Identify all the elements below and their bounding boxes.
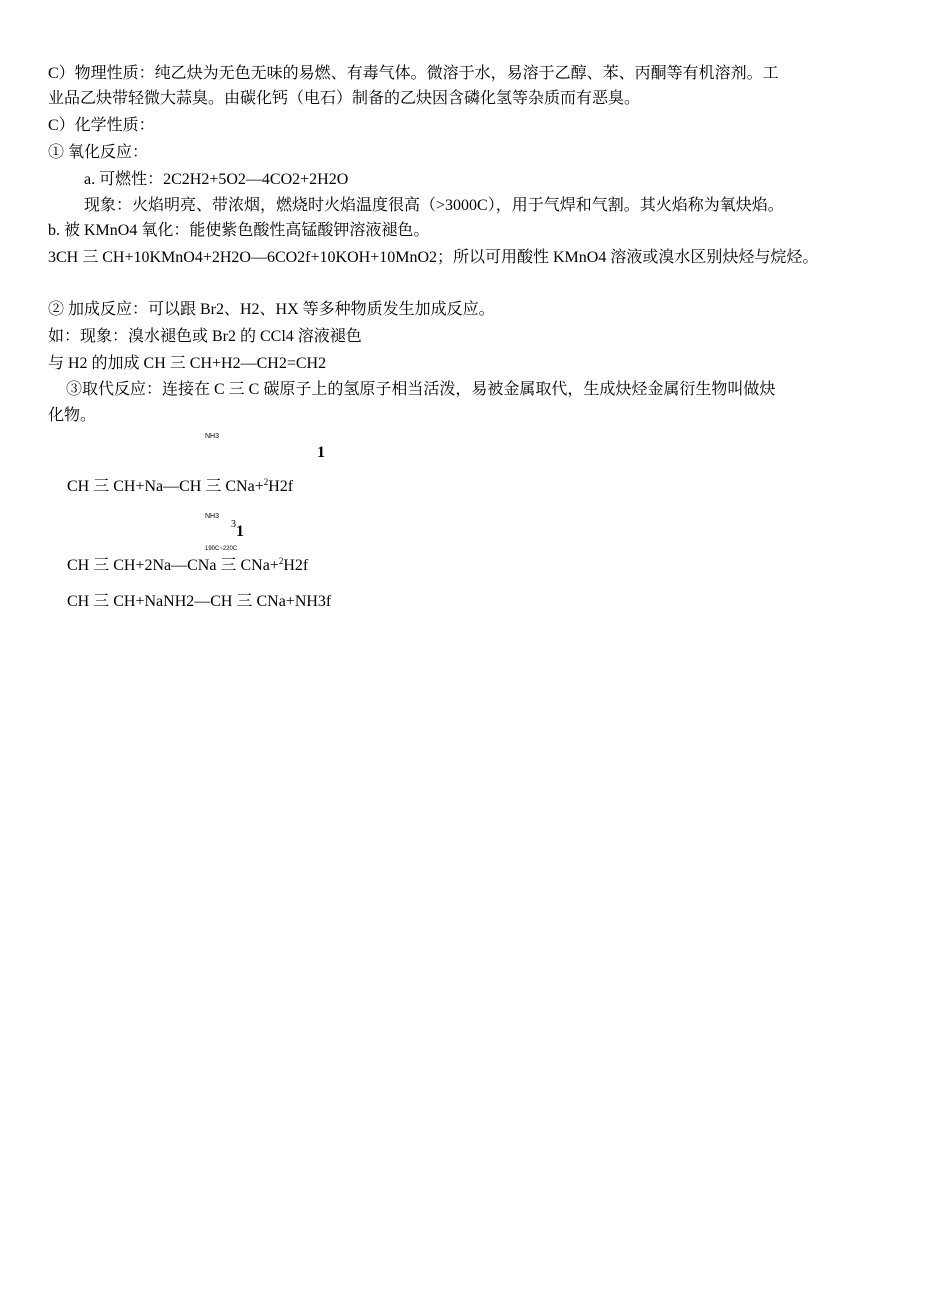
combustion-phenomenon: 现象：火焰明亮、带浓烟，燃烧时火焰温度很高（>3000C），用于气焊和气割。其火焰称为氧炔焰。 bbox=[84, 197, 784, 214]
oxidation-heading: ① 氧化反应： bbox=[48, 144, 149, 161]
eq2-main: CH 三 CH+2Na—CNa 三 CNa+ bbox=[67, 557, 279, 574]
eq1-main: CH 三 CH+Na—CH 三 CNa+ bbox=[67, 478, 264, 495]
eq2-superscript: 2 bbox=[278, 556, 284, 566]
eq2-temperature: 190C~220C bbox=[205, 546, 238, 552]
kmno4-equation: 3CH 三 CH+10KMnO4+2H2O—6CO2f+10KOH+10MnO2；所以可用酸性 KMnO4 溶液或溴水区别炔烃与烷烃。 bbox=[48, 249, 819, 266]
eq1-tail: H2f bbox=[268, 478, 294, 495]
eq2-marker: 1 bbox=[236, 523, 244, 540]
eq2-condition: NH3 bbox=[205, 513, 220, 520]
eq1-superscript: 2 bbox=[263, 477, 269, 487]
addition-reaction-heading: ② 加成反应：可以跟 Br2、H2、HX 等多种物质发生加成反应。 bbox=[48, 301, 495, 318]
physical-properties-line-2: 业品乙炔带轻微大蒜臭。由碳化钙（电石）制备的乙炔因含磷化氢等杂质而有恶臭。 bbox=[48, 90, 641, 107]
addition-example: 如：现象：溴水褪色或 Br2 的 CCl4 溶液褪色 bbox=[48, 328, 362, 345]
eq3-equation: CH 三 CH+NaNH2—CH 三 CNa+NH3f bbox=[67, 593, 332, 610]
eq2-equation bbox=[67, 556, 308, 576]
eq1-condition: NH3 bbox=[205, 433, 220, 440]
eq2-tail: H2f bbox=[283, 557, 309, 574]
kmno4-oxidation-heading: b. 被 KMnO4 氧化：能使紫色酸性高锰酸钾溶液褪色。 bbox=[48, 222, 430, 239]
eq2-marker-small: 3 bbox=[231, 519, 236, 530]
substitution-line-2: 化物。 bbox=[48, 407, 97, 424]
eq1-marker: 1 bbox=[317, 444, 325, 461]
chemical-properties-heading: C）化学性质： bbox=[48, 117, 155, 134]
eq1-equation bbox=[67, 477, 293, 497]
substitution-line-1: ③取代反应：连接在 C 三 C 碳原子上的氢原子相当活泼，易被金属取代，生成炔烃金属衍生物叫做炔 bbox=[66, 381, 776, 398]
h2-addition-equation: 与 H2 的加成 CH 三 CH+H2—CH2=CH2 bbox=[48, 355, 327, 372]
physical-properties-line-1: C）物理性质：纯乙炔为无色无味的易燃、有毒气体。微溶于水，易溶于乙醇、苯、丙酮等有机溶剂。工 bbox=[48, 65, 779, 82]
combustion-equation: a. 可燃性：2C2H2+5O2—4CO2+2H2O bbox=[84, 171, 349, 188]
